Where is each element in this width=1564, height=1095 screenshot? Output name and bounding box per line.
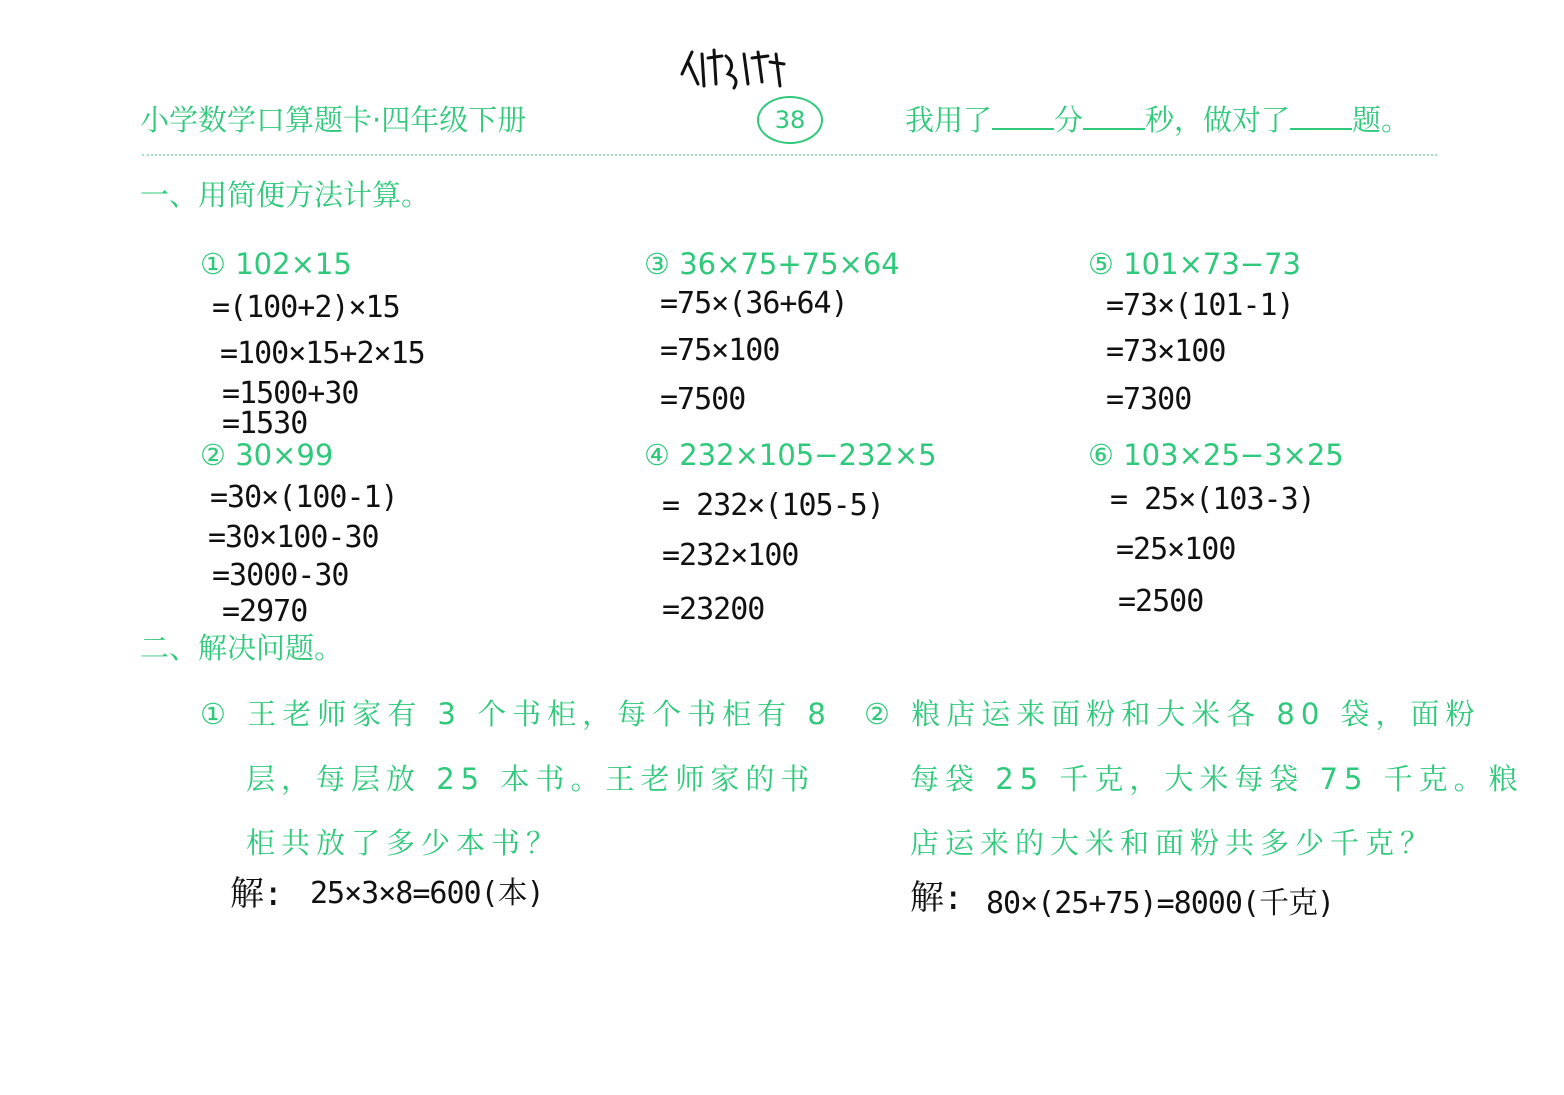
minutes-blank[interactable] — [992, 104, 1054, 130]
timer-text-sec: 秒，做对了 — [1145, 103, 1291, 137]
problem-1-work-1: =(100+2)×15 — [212, 290, 400, 325]
problem-5-work-1: =73×(101-1) — [1106, 288, 1294, 323]
header-divider — [142, 154, 1437, 156]
word-problem-2-line-3: 店运来的大米和面粉共多少千克？ — [910, 826, 1436, 860]
word-problem-1-answer: 25×3×8=600(本) — [310, 876, 544, 911]
word-problem-2-line-2: 每袋 25 千克，大米每袋 75 千克。粮 — [910, 762, 1524, 796]
timer-text-min: 分 — [1054, 103, 1084, 137]
problem-6-work-3: =2500 — [1118, 584, 1204, 619]
problem-4-label: ④ 232×105−232×5 — [644, 438, 937, 472]
problem-3-work-1: =75×(36+64) — [660, 286, 848, 321]
problem-3-work-2: =75×100 — [660, 333, 780, 368]
problem-5-work-2: =73×100 — [1106, 334, 1226, 369]
page-number-badge — [757, 96, 823, 144]
problem-2-work-1: =30×(100-1) — [210, 480, 398, 515]
timer-line — [905, 98, 1410, 139]
section1-title: 一、用简便方法计算。 — [140, 178, 431, 212]
problem-1-work-2: =100×15+2×15 — [220, 336, 425, 371]
page-number: 38 — [774, 106, 806, 134]
problem-6-work-2: =25×100 — [1116, 532, 1236, 567]
timer-text-used: 我用了 — [905, 103, 993, 137]
problem-5-work-3: =7300 — [1106, 382, 1192, 417]
correct-blank[interactable] — [1290, 104, 1352, 130]
word-problem-1-line-3: 柜共放了多少本书？ — [246, 826, 562, 860]
section2-title: 二、解决问题。 — [140, 631, 344, 665]
problem-6-work-1: = 25×(103-3) — [1110, 482, 1315, 517]
seconds-blank[interactable] — [1083, 104, 1145, 130]
problem-5-label: ⑤ 101×73−73 — [1088, 247, 1301, 281]
problem-4-work-2: =232×100 — [662, 538, 799, 573]
timer-text-end: 题。 — [1352, 103, 1411, 137]
problem-6-label: ⑥ 103×25−3×25 — [1088, 438, 1344, 472]
problem-4-work-3: =23200 — [662, 592, 765, 627]
problem-2-work-3: =3000-30 — [212, 558, 349, 593]
word-problem-2-line-1: ② 粮店运来面粉和大米各 80 袋，面粉 — [864, 697, 1481, 731]
problem-2-work-4: =2970 — [222, 594, 308, 629]
problem-3-label: ③ 36×75+75×64 — [644, 247, 900, 281]
problem-1-label: ① 102×15 — [200, 247, 352, 281]
word-problem-1-answer-label: 解: — [230, 874, 283, 914]
problem-1-work-4: =1530 — [222, 406, 308, 441]
handwritten-scribble — [678, 44, 788, 92]
problem-4-work-1: = 232×(105-5) — [662, 488, 884, 523]
word-problem-2-answer-label: 解: — [910, 878, 963, 918]
problem-1-work-3: =1500+30 — [222, 376, 359, 411]
card-title: 小学数学口算题卡·四年级下册 — [140, 103, 527, 137]
word-problem-1-line-2: 层，每层放 25 本书。王老师家的书 — [246, 762, 816, 796]
problem-2-work-2: =30×100-30 — [208, 520, 379, 555]
word-problem-2-answer: 80×(25+75)=8000(千克) — [986, 886, 1335, 921]
word-problem-1-line-1: ① 王老师家有 3 个书柜，每个书柜有 8 — [200, 697, 832, 731]
problem-3-work-3: =7500 — [660, 382, 746, 417]
problem-2-label: ② 30×99 — [200, 438, 334, 472]
